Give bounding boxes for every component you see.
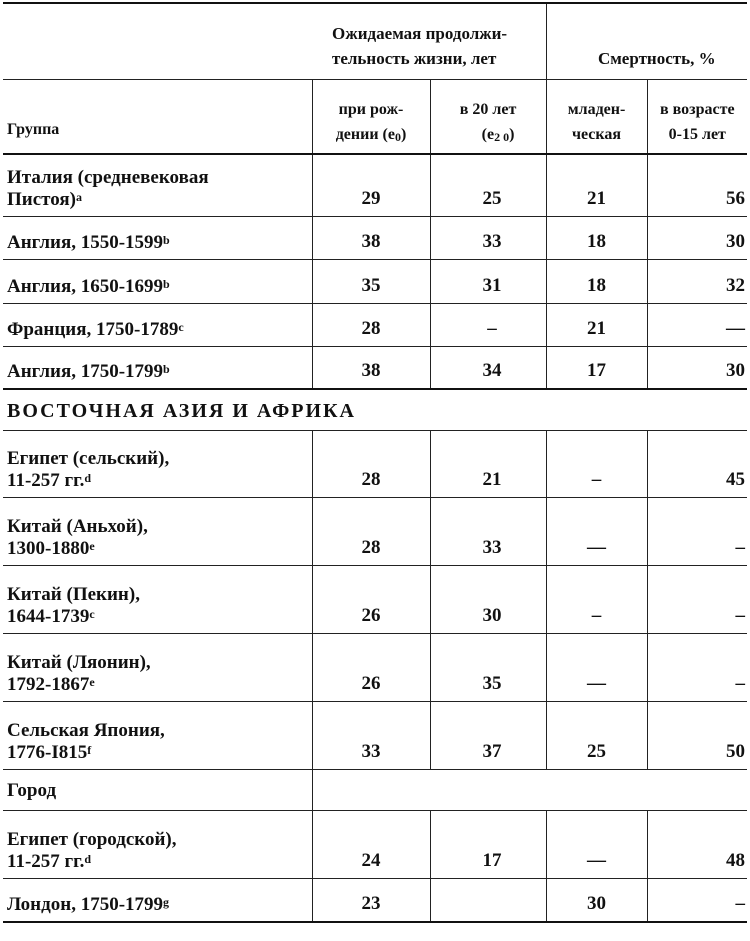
child-cell: 32 bbox=[647, 259, 747, 303]
table-row bbox=[3, 216, 747, 259]
child-cell: 48 bbox=[647, 810, 747, 878]
infant-header-line1: младен- bbox=[567, 101, 626, 118]
at-birth-header-line2: дении (e0) bbox=[335, 126, 407, 144]
e20-cell: 34 bbox=[430, 346, 546, 389]
group-line2-text: 1644-1739 bbox=[7, 605, 90, 627]
table-row bbox=[3, 497, 747, 565]
group-cell bbox=[3, 878, 312, 922]
group-cell bbox=[3, 303, 312, 346]
e0-cell: 28 bbox=[312, 303, 430, 346]
group-line1: Лондон, 1750-1799 bbox=[7, 894, 164, 915]
group-cell bbox=[3, 497, 312, 565]
section-heading-city: Город bbox=[7, 779, 57, 801]
at-20-header-line1: в 20 лет bbox=[459, 101, 517, 118]
e0-cell: 35 bbox=[312, 259, 430, 303]
at-birth-header bbox=[312, 79, 430, 154]
child-cell: – bbox=[647, 497, 747, 565]
at-20-subscript: 2 0 bbox=[494, 130, 510, 144]
footnote-marker: d bbox=[84, 470, 92, 485]
footnote-marker: c bbox=[89, 606, 95, 621]
group-line2 bbox=[7, 470, 312, 492]
e0-cell: 38 bbox=[312, 216, 430, 259]
section-row bbox=[3, 389, 747, 430]
group-cell bbox=[3, 633, 312, 701]
footnote-marker: a bbox=[76, 189, 82, 204]
age-0-15-header-line1: в возрасте bbox=[659, 101, 735, 118]
table-row bbox=[3, 878, 747, 922]
group-line2-text: 1776-I815 bbox=[7, 741, 88, 763]
group-line1: Италия (средневековая bbox=[7, 166, 209, 188]
group-cell bbox=[3, 154, 312, 216]
at-birth-text: дении (e bbox=[335, 126, 395, 143]
e0-cell: 28 bbox=[312, 430, 430, 497]
e20-cell: 17 bbox=[430, 810, 546, 878]
table-row bbox=[3, 154, 747, 216]
at-birth-subscript: 0 bbox=[394, 130, 401, 144]
e20-cell: 25 bbox=[430, 154, 546, 216]
section-row bbox=[3, 769, 747, 810]
group-cell bbox=[3, 810, 312, 878]
e0-cell: 26 bbox=[312, 633, 430, 701]
group-line1: Китай (Пекин), bbox=[7, 583, 140, 605]
footnote-marker: b bbox=[163, 232, 170, 247]
child-cell: 30 bbox=[647, 346, 747, 389]
e20-cell: 31 bbox=[430, 259, 546, 303]
infant-cell: – bbox=[546, 565, 647, 633]
group-line1: Китай (Аньхой), bbox=[7, 515, 148, 537]
group-line2-text: 11-257 гг. bbox=[7, 850, 85, 872]
child-cell: 45 bbox=[647, 430, 747, 497]
table-row bbox=[3, 346, 747, 389]
table-row bbox=[3, 810, 747, 878]
e20-cell: 33 bbox=[430, 216, 546, 259]
infant-cell: 21 bbox=[546, 154, 647, 216]
age-0-15-header bbox=[647, 79, 747, 154]
e0-cell: 24 bbox=[312, 810, 430, 878]
infant-cell: – bbox=[546, 430, 647, 497]
group-line2-text: 1792-1867 bbox=[7, 673, 90, 695]
at-20-text: (e bbox=[481, 126, 495, 143]
e20-cell: – bbox=[430, 303, 546, 346]
group-header: Группа bbox=[7, 121, 60, 138]
group-line2-text: Пистоя) bbox=[7, 188, 76, 210]
group-line2 bbox=[7, 189, 312, 211]
life-expectancy-header-line2: тельность жизни, лет bbox=[332, 48, 497, 68]
e20-cell bbox=[430, 878, 546, 922]
group-line2 bbox=[7, 538, 312, 560]
child-cell: 30 bbox=[647, 216, 747, 259]
e20-cell: 33 bbox=[430, 497, 546, 565]
e0-cell: 29 bbox=[312, 154, 430, 216]
footnote-marker: g bbox=[163, 895, 170, 909]
footnote-marker: e bbox=[89, 674, 95, 689]
infant-header-line2: ческая bbox=[571, 126, 622, 143]
footnote-marker: e bbox=[89, 538, 95, 553]
footnote-marker: f bbox=[87, 742, 92, 757]
header-empty-cell bbox=[3, 3, 312, 79]
group-cell bbox=[3, 701, 312, 769]
at-20-header-line2: (e2 0) bbox=[481, 126, 515, 144]
table-row bbox=[3, 430, 747, 497]
table-row bbox=[3, 303, 747, 346]
group-line2-text: 11-257 гг. bbox=[7, 469, 85, 491]
group-cell bbox=[3, 430, 312, 497]
footnote-marker: d bbox=[84, 851, 92, 866]
infant-cell: 18 bbox=[546, 216, 647, 259]
group-line1: Англия, 1750-1799 bbox=[7, 361, 164, 382]
group-line2 bbox=[7, 674, 312, 696]
group-cell bbox=[3, 259, 312, 303]
infant-cell: 18 bbox=[546, 259, 647, 303]
at-20-header bbox=[430, 79, 546, 154]
group-line2-text: 1300-1880 bbox=[7, 537, 90, 559]
section-heading-east: ВОСТОЧНАЯ АЗИЯ И АФРИКА bbox=[7, 399, 356, 422]
life-expectancy-table bbox=[3, 2, 747, 923]
child-cell: 56 bbox=[647, 154, 747, 216]
footnote-marker: b bbox=[163, 362, 170, 376]
group-line1: Англия, 1550-1599 bbox=[7, 231, 164, 253]
group-line1: Сельская Япония, bbox=[7, 719, 165, 741]
footnote-marker: b bbox=[163, 276, 170, 291]
child-cell: — bbox=[647, 303, 747, 346]
child-cell: – bbox=[647, 633, 747, 701]
table-row bbox=[3, 701, 747, 769]
group-line1: Англия, 1650-1699 bbox=[7, 275, 164, 297]
infant-cell: — bbox=[546, 497, 647, 565]
mortality-header: Смертность, % bbox=[546, 3, 747, 79]
e20-cell: 37 bbox=[430, 701, 546, 769]
e0-cell: 23 bbox=[312, 878, 430, 922]
life-expectancy-header bbox=[312, 3, 546, 79]
e0-cell: 33 bbox=[312, 701, 430, 769]
infant-cell: — bbox=[546, 633, 647, 701]
group-cell bbox=[3, 565, 312, 633]
table-row bbox=[3, 565, 747, 633]
table-row bbox=[3, 633, 747, 701]
section-city-empty bbox=[312, 769, 747, 810]
infant-cell: 25 bbox=[546, 701, 647, 769]
infant-cell: 21 bbox=[546, 303, 647, 346]
group-line2 bbox=[7, 742, 312, 764]
e20-cell: 30 bbox=[430, 565, 546, 633]
age-0-15-header-line2: 0-15 лет bbox=[668, 126, 726, 143]
life-expectancy-header-line1: Ожидаемая продолжи- bbox=[332, 23, 508, 43]
group-line1: Китай (Ляонин), bbox=[7, 651, 151, 673]
child-cell: – bbox=[647, 878, 747, 922]
group-cell bbox=[3, 346, 312, 389]
e0-cell: 38 bbox=[312, 346, 430, 389]
e0-cell: 28 bbox=[312, 497, 430, 565]
group-line2 bbox=[7, 851, 312, 873]
child-cell: – bbox=[647, 565, 747, 633]
child-cell: 50 bbox=[647, 701, 747, 769]
infant-cell: 30 bbox=[546, 878, 647, 922]
e20-cell: 35 bbox=[430, 633, 546, 701]
at-birth-header-line1: при рож- bbox=[338, 101, 404, 118]
group-line2 bbox=[7, 606, 312, 628]
infant-cell: — bbox=[546, 810, 647, 878]
group-line1: Франция, 1750-1789 bbox=[7, 318, 179, 340]
footnote-marker: c bbox=[178, 319, 184, 334]
group-line1: Египет (сельский), bbox=[7, 447, 170, 469]
table-row bbox=[3, 259, 747, 303]
e20-cell: 21 bbox=[430, 430, 546, 497]
group-cell bbox=[3, 216, 312, 259]
group-line1: Египет (городской), bbox=[7, 828, 177, 850]
e0-cell: 26 bbox=[312, 565, 430, 633]
infant-cell: 17 bbox=[546, 346, 647, 389]
infant-header bbox=[546, 79, 647, 154]
